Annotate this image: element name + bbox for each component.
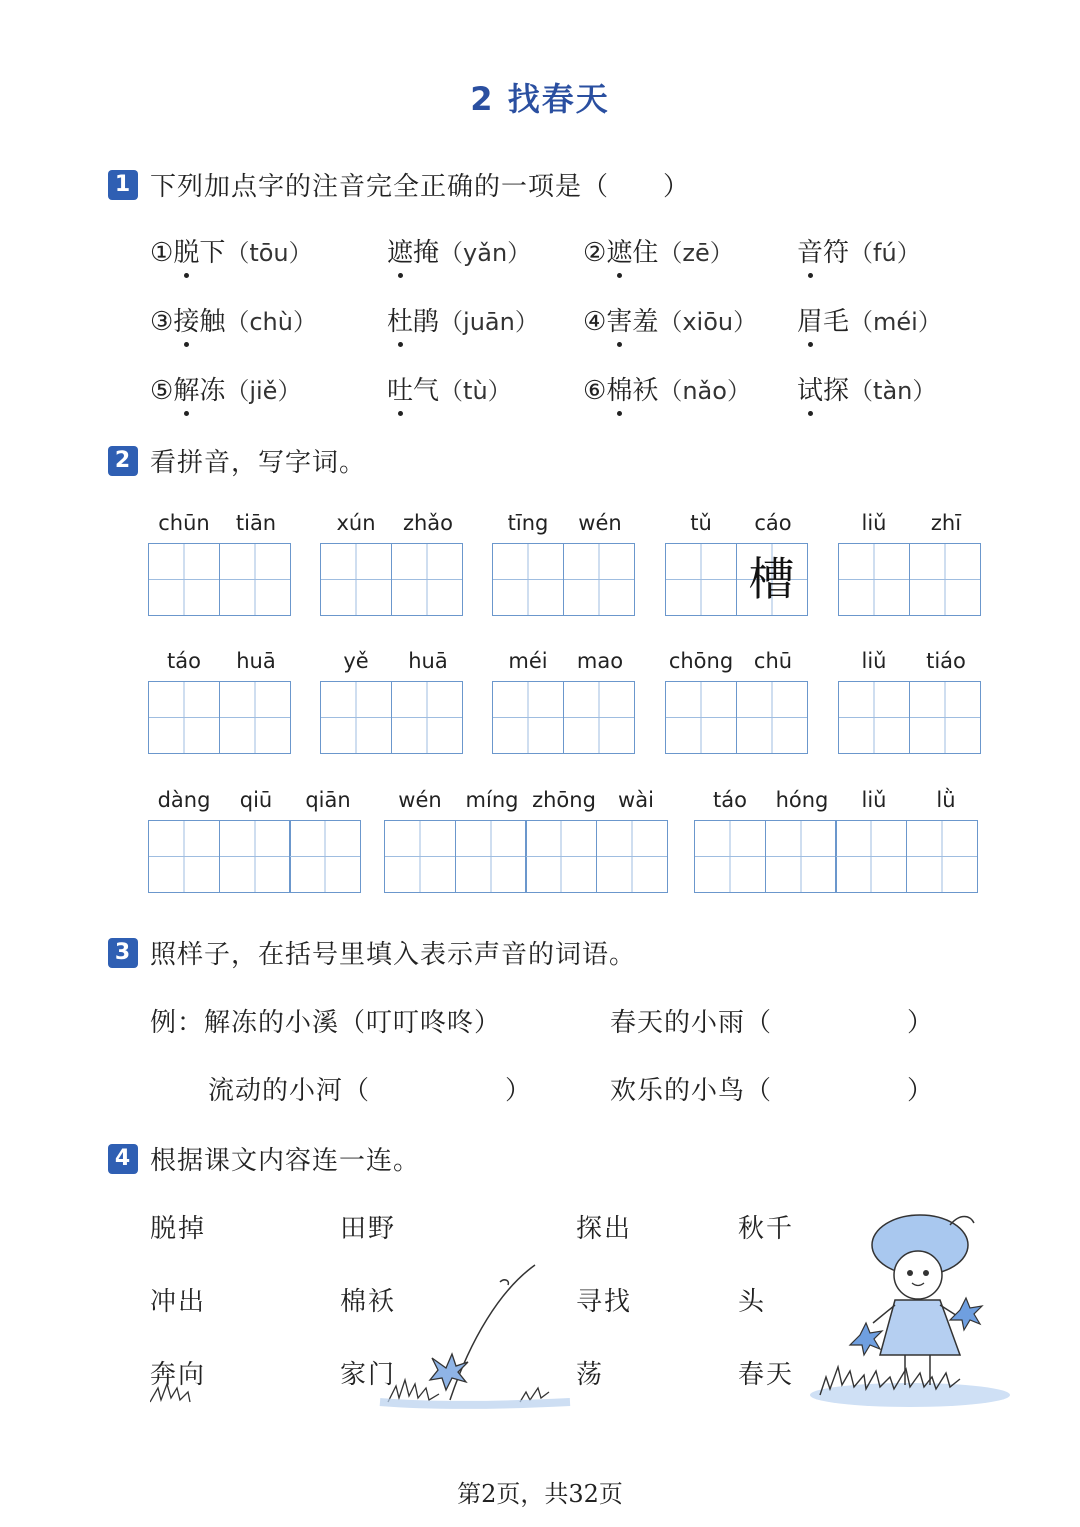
dotted-character: 解 <box>173 370 199 407</box>
writing-cell[interactable] <box>492 543 564 616</box>
pinyin-label: zhī <box>930 511 962 535</box>
dotted-character: 接 <box>173 301 199 338</box>
writing-grid <box>838 543 982 616</box>
match-word[interactable]: 秋千 <box>738 1214 795 1244</box>
question-2-prompt: 看拼音，写字词。 <box>150 448 367 478</box>
writing-cell[interactable] <box>320 543 392 616</box>
pinyin-writing-group <box>320 643 464 754</box>
question-1-option[interactable] <box>387 301 539 338</box>
match-word[interactable]: 田野 <box>340 1214 397 1244</box>
option-pinyin: （jiě） <box>225 377 302 405</box>
option-character: 触 <box>199 307 226 337</box>
pinyin-label: qiān <box>305 788 351 812</box>
option-number: ③ <box>150 307 174 337</box>
question-1-option[interactable] <box>150 301 317 338</box>
pinyin-label: dàng <box>157 788 211 812</box>
writing-grid <box>148 820 364 893</box>
page-footer: 第2页，共32页 <box>457 1480 623 1508</box>
writing-cell[interactable] <box>525 820 597 893</box>
page-title: 2 找春天 <box>470 80 610 118</box>
pinyin-label: zhǎo <box>402 511 454 535</box>
option-character: 下 <box>199 238 226 268</box>
pinyin-label: liǔ <box>861 649 887 673</box>
option-character: 毛 <box>823 307 850 337</box>
option-pinyin: （yǎn） <box>439 239 532 267</box>
pinyin-row <box>320 505 464 535</box>
writing-grid <box>320 681 464 754</box>
question-1-option[interactable] <box>583 370 751 407</box>
option-character: 探 <box>823 376 850 406</box>
pinyin-label: wài <box>618 788 654 812</box>
pinyin-row <box>148 505 292 535</box>
pinyin-writing-group <box>492 505 636 616</box>
writing-cell[interactable] <box>455 820 527 893</box>
pinyin-label: xún <box>336 511 376 535</box>
writing-cell[interactable] <box>694 820 766 893</box>
pinyin-label: chū <box>753 649 793 673</box>
writing-cell[interactable] <box>765 820 837 893</box>
pinyin-label: tīng <box>507 511 549 535</box>
writing-cell[interactable] <box>563 681 635 754</box>
pinyin-label: hóng <box>775 788 829 812</box>
option-pinyin: （chù） <box>225 308 317 336</box>
dotted-character: 害 <box>606 301 632 338</box>
dotted-character: 遮 <box>606 232 632 269</box>
pinyin-writing-group <box>838 505 982 616</box>
option-number: ⑥ <box>583 376 607 406</box>
option-character: 羞 <box>632 307 659 337</box>
pinyin-row <box>492 643 636 673</box>
pinyin-row <box>148 643 292 673</box>
writing-grid <box>694 820 982 893</box>
option-character: 气 <box>413 376 440 406</box>
writing-cell[interactable] <box>665 543 737 616</box>
writing-cell[interactable] <box>320 681 392 754</box>
pinyin-row <box>384 782 672 812</box>
writing-grid <box>148 681 292 754</box>
match-word[interactable]: 家门 <box>340 1360 397 1390</box>
question-1-option[interactable] <box>583 232 734 269</box>
pinyin-label: tǔ <box>690 511 712 535</box>
pinyin-writing-group <box>148 782 364 893</box>
pinyin-writing-group <box>492 643 636 754</box>
writing-cell[interactable] <box>596 820 668 893</box>
girl-illustration <box>800 1205 1015 1415</box>
dotted-character: 杜 <box>387 301 413 338</box>
pinyin-writing-group <box>665 643 809 754</box>
question-4-heading <box>108 1140 420 1177</box>
match-word[interactable]: 寻找 <box>576 1287 633 1317</box>
pinyin-row <box>665 505 809 535</box>
writing-grid <box>665 543 809 616</box>
writing-cell[interactable] <box>391 681 463 754</box>
question-1-heading <box>108 166 690 203</box>
pinyin-writing-group <box>665 505 809 616</box>
question-1-option[interactable] <box>797 370 936 407</box>
writing-cell[interactable] <box>909 681 981 754</box>
option-number: ⑤ <box>150 376 174 406</box>
question-3-heading <box>108 934 636 971</box>
pinyin-label: táo <box>713 788 747 812</box>
match-word[interactable]: 棉袄 <box>340 1287 397 1317</box>
dotted-character: 音 <box>797 232 823 269</box>
writing-cell[interactable] <box>219 543 291 616</box>
writing-cell[interactable] <box>148 820 220 893</box>
pinyin-label: cáo <box>754 511 792 535</box>
writing-grid <box>838 681 982 754</box>
dotted-character: 吐 <box>387 370 413 407</box>
writing-cell[interactable] <box>391 543 463 616</box>
option-pinyin: （méi） <box>849 308 942 336</box>
writing-cell[interactable] <box>835 820 907 893</box>
dotted-character: 脱 <box>173 232 199 269</box>
pinyin-label: qiū <box>239 788 273 812</box>
option-character: 鹃 <box>413 307 440 337</box>
option-number: ② <box>583 238 607 268</box>
pinyin-row <box>694 782 982 812</box>
option-character: 冻 <box>199 376 226 406</box>
dotted-character: 棉 <box>606 370 632 407</box>
pinyin-label: zhōng <box>532 788 596 812</box>
pinyin-label: mao <box>576 649 624 673</box>
pinyin-label: lǜ <box>936 788 956 812</box>
option-pinyin: （zē） <box>658 239 734 267</box>
question-1-option[interactable] <box>583 301 757 338</box>
pinyin-label: míng <box>465 788 519 812</box>
pinyin-writing-group <box>320 505 464 616</box>
dotted-character: 眉 <box>797 301 823 338</box>
writing-cell[interactable] <box>148 543 220 616</box>
question-3-item[interactable]: 流动的小河（ ） <box>208 1076 533 1106</box>
question-1-option[interactable] <box>797 232 921 269</box>
writing-cell[interactable] <box>838 543 910 616</box>
pinyin-writing-group <box>148 505 292 616</box>
pinyin-row <box>838 505 982 535</box>
pinyin-writing-group <box>694 782 982 893</box>
match-word[interactable]: 冲出 <box>150 1287 207 1317</box>
writing-grid <box>384 820 672 893</box>
writing-cell[interactable] <box>148 681 220 754</box>
writing-grid <box>320 543 464 616</box>
pinyin-row <box>665 643 809 673</box>
question-1-prompt: 下列加点字的注音完全正确的一项是（ ） <box>150 172 691 202</box>
option-character: 袄 <box>632 376 659 406</box>
option-pinyin: （fú） <box>849 239 921 267</box>
option-pinyin: （juān） <box>439 308 539 336</box>
question-1-badge: 1 <box>108 170 138 200</box>
question-4-prompt: 根据课文内容连一连。 <box>150 1146 421 1176</box>
question-1-option[interactable] <box>150 232 313 269</box>
writing-grid <box>665 681 809 754</box>
writing-grid <box>492 543 636 616</box>
question-2-badge: 2 <box>108 446 138 476</box>
pinyin-label: wén <box>578 511 622 535</box>
dotted-character: 试 <box>797 370 823 407</box>
pinyin-label: liǔ <box>861 511 887 535</box>
option-pinyin: （xiōu） <box>658 308 758 336</box>
pinyin-row <box>320 643 464 673</box>
writing-cell[interactable] <box>289 820 361 893</box>
pinyin-label: tiáo <box>926 649 966 673</box>
match-word[interactable]: 探出 <box>576 1214 633 1244</box>
writing-grid <box>148 543 292 616</box>
writing-cell[interactable] <box>384 820 456 893</box>
dotted-character: 遮 <box>387 232 413 269</box>
option-number: ① <box>150 238 174 268</box>
question-1-option[interactable] <box>150 370 301 407</box>
writing-cell[interactable] <box>219 681 291 754</box>
match-word[interactable]: 春天 <box>738 1360 795 1390</box>
option-pinyin: （tàn） <box>849 377 937 405</box>
writing-cell[interactable] <box>665 681 737 754</box>
option-pinyin: （nǎo） <box>658 377 751 405</box>
pinyin-label: chōng <box>668 649 734 673</box>
match-word[interactable]: 荡 <box>576 1360 605 1390</box>
pinyin-row <box>492 505 636 535</box>
pinyin-label: tiān <box>235 511 277 535</box>
flower-grass-illustration <box>150 1230 620 1420</box>
option-character: 掩 <box>413 238 440 268</box>
question-1-option[interactable] <box>797 301 942 338</box>
question-3-item[interactable]: 欢乐的小鸟（ ） <box>610 1076 935 1106</box>
pinyin-label: liǔ <box>861 788 887 812</box>
question-3-item[interactable]: 春天的小雨（ ） <box>610 1008 935 1038</box>
option-character: 住 <box>632 238 659 268</box>
pinyin-row <box>838 643 982 673</box>
question-4-badge: 4 <box>108 1144 138 1174</box>
writing-cell[interactable] <box>909 543 981 616</box>
match-word[interactable]: 脱掉 <box>150 1214 207 1244</box>
option-pinyin: （tù） <box>439 377 512 405</box>
pinyin-label: huā <box>236 649 276 673</box>
pinyin-label: méi <box>508 649 548 673</box>
question-1-option[interactable] <box>387 232 531 269</box>
writing-cell[interactable]: 槽 <box>736 543 808 616</box>
writing-cell[interactable] <box>219 820 291 893</box>
match-word[interactable]: 头 <box>738 1287 767 1317</box>
writing-cell[interactable] <box>736 681 808 754</box>
writing-cell[interactable] <box>906 820 978 893</box>
question-1-option[interactable] <box>387 370 512 407</box>
question-3-example: 例：解冻的小溪（叮叮咚咚） <box>150 1008 502 1038</box>
writing-cell[interactable] <box>492 681 564 754</box>
option-pinyin: （tōu） <box>225 239 313 267</box>
pinyin-row <box>148 782 364 812</box>
writing-grid <box>492 681 636 754</box>
pinyin-label: huā <box>408 649 448 673</box>
pinyin-label: wén <box>398 788 442 812</box>
option-number: ④ <box>583 307 607 337</box>
option-character: 符 <box>823 238 850 268</box>
pinyin-label: yě <box>343 649 369 673</box>
question-2-heading <box>108 442 366 479</box>
pinyin-writing-group <box>838 643 982 754</box>
match-word[interactable]: 奔向 <box>150 1360 207 1390</box>
question-3-badge: 3 <box>108 938 138 968</box>
question-3-prompt: 照样子，在括号里填入表示声音的词语。 <box>150 940 637 970</box>
pinyin-label: táo <box>167 649 201 673</box>
pinyin-writing-group <box>384 782 672 893</box>
pinyin-writing-group <box>148 643 292 754</box>
writing-cell[interactable] <box>563 543 635 616</box>
writing-cell[interactable] <box>838 681 910 754</box>
pinyin-label: chūn <box>158 511 210 535</box>
